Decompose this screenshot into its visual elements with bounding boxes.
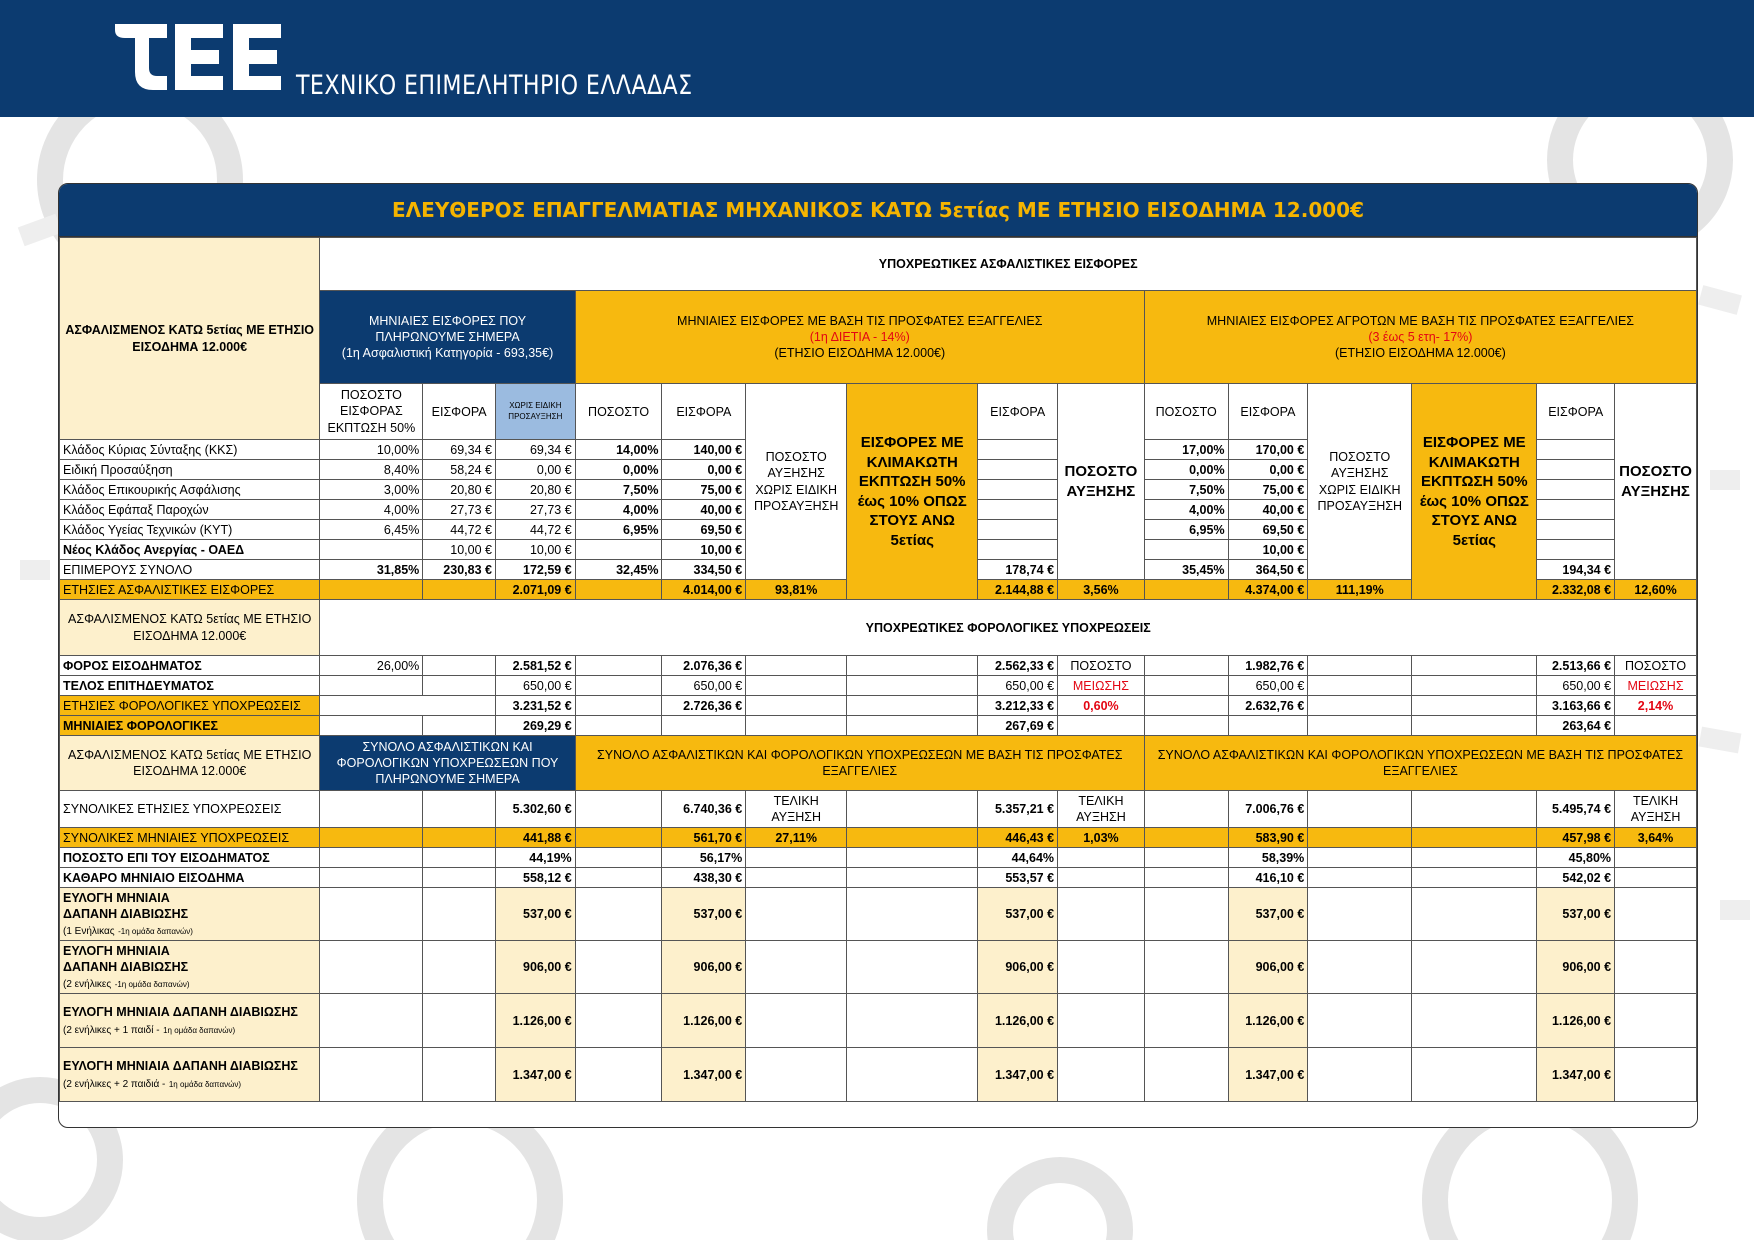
table-row: ΤΕΛΟΣ ΕΠΙΤΗΔΕΥΜΑΤΟΣ 650,00 € 650,00 € 650,00 € ΜΕΙΩΣΗΣ 650,00 € 650,00 € ΜΕΙΩΣΗΣ (60, 676, 1697, 696)
table-row: ΚΑΘΑΡΟ ΜΗΝΙΑΙΟ ΕΙΣΟΔΗΜΑ 558,12 € 438,30 € 553,57 € 416,10 € 542,02 € (60, 868, 1697, 888)
group-announced-rate: (1η ΔΙΕΤΙΑ - 14%) (809, 329, 910, 344)
group-farmers-income: (ΕΤΗΣΙΟ ΕΙΣΟΔΗΜΑ 12.000€) (1334, 346, 1506, 361)
table-row: ΣΥΝΟΛΙΚΕΣ ΜΗΝΙΑΙΕΣ ΥΠΟΧΡΕΩΣΕΙΣ 441,88 € 561,70 € 27,11% 446,43 € 1,03% 583,90 € 457,98 € 3,64% (60, 828, 1697, 848)
table-row-living-cost: ΕΥΛΟΓΗ ΜΗΝΙΑΙΑ ΔΑΠΑΝΗ ΔΙΑΒΙΩΣΗΣ (1 Ενήλικας -1η ομάδα δαπανών) 537,00 € 537,00 € 537,00 € 537,00 € 537,00 € (60, 888, 1697, 941)
insured-label-2: ΑΣΦΑΛΙΣΜΕΝΟΣ ΚΑΤΩ 5ετίας ΜΕ ΕΤΗΣΙΟ ΕΙΣΟΔΗΜΑ 12.000€ (60, 600, 320, 656)
living-label: ΕΥΛΟΓΗ ΜΗΝΙΑΙΑ ΔΑΠΑΝΗ ΔΙΑΒΙΩΣΗΣ (2 ενήλικες + 2 παιδιά - 1η ομάδα δαπανών) (60, 1048, 320, 1102)
table-row: Νέος Κλάδος Ανεργίας - ΟΑΕΔ 10,00 € 10,00 € 10,00 € 10,00 € (60, 540, 1697, 560)
row-label: Νέος Κλάδος Ανεργίας - ΟΑΕΔ (60, 540, 320, 560)
col-scaled-discount-4: ΕΙΣΦΟΡΕΣ ΜΕ ΚΛΙΜΑΚΩΤΗ ΕΚΠΤΩΣΗ 50% έως 10% ΟΠΩΣ ΣΤΟΥΣ ΑΝΩ 5ετίας (1412, 384, 1537, 600)
table-row-annual-insurance: ΕΤΗΣΙΕΣ ΑΣΦΑΛΙΣΤΙΚΕΣ ΕΙΣΦΟΡΕΣ 2.071,09 € 4.014,00 € 93,81% 2.144,88 € 3,56% 4.374,00 € 111,19% 2.332,08 € 12,60% (60, 580, 1697, 600)
row-label: ΕΠΙΜΕΡΟΥΣ ΣΥΝΟΛΟ (60, 560, 320, 580)
group-today-header (320, 291, 575, 384)
table-row: Κλάδος Υγείας Τεχνικών (ΚΥΤ) 6,45% 44,72 € 44,72 € 6,95% 69,50 € 6,95% 69,50 € (60, 520, 1697, 540)
section-tax-title: ΥΠΟΧΡΕΩΤΙΚΕΣ ΦΟΡΟΛΟΓΙΚΕΣ ΥΠΟΧΡΕΩΣΕΙΣ (320, 600, 1697, 656)
group-today-category: (1η Ασφαλιστική Κατηγορία - 693,35€) (341, 346, 554, 361)
tee-logo (115, 24, 283, 90)
table-row-monthly-tax: ΜΗΝΙΑΙΕΣ ΦΟΡΟΛΟΓΙΚΕΣ 269,29 € 267,69 € 263,64 € (60, 716, 1697, 736)
insured-label-1: ΑΣΦΑΛΙΣΜΕΝΟΣ ΚΑΤΩ 5ετίας ΜΕ ΕΤΗΣΙΟ ΕΙΣΟΔΗΜΑ 12.000€ (60, 238, 320, 440)
group-farmers-title: ΜΗΝΙΑΙΕΣ ΕΙΣΦΟΡΕΣ ΑΓΡΟΤΩΝ ΜΕ ΒΑΣΗ ΤΙΣ ΠΡΟΣΦΑΤΕΣ ΕΞΑΓΓΕΛΙΕΣ (1206, 313, 1635, 328)
col-contribution-5: ΕΙΣΦΟΡΑ (1537, 384, 1615, 440)
header-bar (0, 0, 1754, 117)
row-label: Κλάδος Κύριας Σύνταξης (ΚΚΣ) (60, 440, 320, 460)
row-label: Κλάδος Επικουρικής Ασφάλισης (60, 480, 320, 500)
table-row: ΠΟΣΟΣΤΟ ΕΠΙ ΤΟΥ ΕΙΣΟΔΗΜΑΤΟΣ 44,19% 56,17% 44,64% 58,39% 45,80% (60, 848, 1697, 868)
table-row-living-cost: ΕΥΛΟΓΗ ΜΗΝΙΑΙΑ ΔΑΠΑΝΗ ΔΙΑΒΙΩΣΗΣ (2 ενήλικες + 2 παιδιά - 1η ομάδα δαπανών) 1.347,00 € 1.347,00 € 1.347,00 € 1.347,00 € 1.347,00 € (60, 1048, 1697, 1102)
col-increase-5: ΠΟΣΟΣΤΟ ΑΥΞΗΣΗΣ (1615, 384, 1697, 580)
group-announced-title: ΜΗΝΙΑΙΕΣ ΕΙΣΦΟΡΕΣ ΜΕ ΒΑΣΗ ΤΙΣ ΠΡΟΣΦΑΤΕΣ ΕΞΑΓΓΕΛΙΕΣ (677, 313, 1043, 328)
col-contribution-3: ΕΙΣΦΟΡΑ (978, 384, 1058, 440)
col-no-special: ΧΩΡΙΣ ΕΙΔΙΚΗ ΠΡΟΣΑΥΞΗΣΗ (495, 384, 575, 440)
total-today-header: ΣΥΝΟΛΟ ΑΣΦΑΛΙΣΤΙΚΩΝ ΚΑΙ ΦΟΡΟΛΟΓΙΚΩΝ ΥΠΟΧΡΕΩΣΕΩΝ ΠΟΥ ΠΛΗΡΩΝΟΥΜΕ ΣΗΜΕΡΑ (320, 736, 575, 791)
col-contribution: ΕΙΣΦΟΡΑ (423, 384, 496, 440)
col-pct-4: ΠΟΣΟΣΤΟ (1144, 384, 1228, 440)
living-label: ΕΥΛΟΓΗ ΜΗΝΙΑΙΑ ΔΑΠΑΝΗ ΔΙΑΒΙΩΣΗΣ (2 ενήλικες -1η ομάδα δαπανών) (60, 941, 320, 994)
total-announced-header: ΣΥΝΟΛΟ ΑΣΦΑΛΙΣΤΙΚΩΝ ΚΑΙ ΦΟΡΟΛΟΓΙΚΩΝ ΥΠΟΧΡΕΩΣΕΩΝ ΜΕ ΒΑΣΗ ΤΙΣ ΠΡΟΣΦΑΤΕΣ ΕΞΑΓΓΕΛΙΕΣ (575, 736, 1144, 791)
group-announced-income: (ΕΤΗΣΙΟ ΕΙΣΟΔΗΜΑ 12.000€) (774, 346, 946, 361)
col-contribution-4: ΕΙΣΦΟΡΑ (1228, 384, 1308, 440)
comparison-table (59, 237, 1697, 1102)
group-announced-header (575, 291, 1144, 384)
row-label: Κλάδος Υγείας Τεχνικών (ΚΥΤ) (60, 520, 320, 540)
group-farmers-header (1144, 291, 1696, 384)
organization-name: ΤΕΧΝΙΚΟ ΕΠΙΜΕΛΗΤΗΡΙΟ ΕΛΛΑΔΑΣ (296, 70, 693, 101)
col-pct-discount: ΠΟΣΟΣΤΟ ΕΙΣΦΟΡΑΣ ΕΚΠΤΩΣΗ 50% (320, 384, 423, 440)
section-insurance-title: ΥΠΟΧΡΕΩΤΙΚΕΣ ΑΣΦΑΛΙΣΤΙΚΕΣ ΕΙΣΦΟΡΕΣ (320, 238, 1697, 291)
row-label: Ειδική Προσαύξηση (60, 460, 320, 480)
comparison-panel (58, 183, 1698, 1128)
col-increase-nospecial-2: ΠΟΣΟΣΤΟ ΑΥΞΗΣΗΣ ΧΩΡΙΣ ΕΙΔΙΚΗ ΠΡΟΣΑΥΞΗΣΗ (746, 384, 847, 580)
insured-label-3: ΑΣΦΑΛΙΣΜΕΝΟΣ ΚΑΤΩ 5ετίας ΜΕ ΕΤΗΣΙΟ ΕΙΣΟΔΗΜΑ 12.000€ (60, 736, 320, 791)
page-title: ΕΛΕΥΘΕΡΟΣ ΕΠΑΓΓΕΛΜΑΤΙΑΣ ΜΗΧΑΝΙΚΟΣ ΚΑΤΩ 5ετίας ΜΕ ΕΤΗΣΙΟ ΕΙΣΟΔΗΜΑ 12.000€ (59, 184, 1697, 237)
table-row-annual-tax: ΕΤΗΣΙΕΣ ΦΟΡΟΛΟΓΙΚΕΣ ΥΠΟΧΡΕΩΣΕΙΣ 3.231,52 € 2.726,36 € 3.212,33 € 0,60% 2.632,76 € 3.163,66 € 2,14% (60, 696, 1697, 716)
group-farmers-rate: (3 έως 5 ετη- 17%) (1368, 329, 1473, 344)
group-today-title: ΜΗΝΙΑΙΕΣ ΕΙΣΦΟΡΕΣ ΠΟΥ ΠΛΗΡΩΝΟΥΜΕ ΣΗΜΕΡΑ (368, 313, 527, 344)
col-increase-3: ΠΟΣΟΣΤΟ ΑΥΞΗΣΗΣ (1058, 384, 1145, 580)
table-row-living-cost: ΕΥΛΟΓΗ ΜΗΝΙΑΙΑ ΔΑΠΑΝΗ ΔΙΑΒΙΩΣΗΣ (2 ενήλικες + 1 παιδί - 1η ομάδα δαπανών) 1.126,00 € 1.126,00 € 1.126,00 € 1.126,00 € 1.126,00 € (60, 994, 1697, 1048)
table-row: Κλάδος Εφάπαξ Παροχών 4,00% 27,73 € 27,73 € 4,00% 40,00 € 4,00% 40,00 € (60, 500, 1697, 520)
col-contribution-2: ΕΙΣΦΟΡΑ (662, 384, 746, 440)
row-label: ΕΤΗΣΙΕΣ ΑΣΦΑΛΙΣΤΙΚΕΣ ΕΙΣΦΟΡΕΣ (60, 580, 320, 600)
living-label: ΕΥΛΟΓΗ ΜΗΝΙΑΙΑ ΔΑΠΑΝΗ ΔΙΑΒΙΩΣΗΣ (1 Ενήλικας -1η ομάδα δαπανών) (60, 888, 320, 941)
table-row: Ειδική Προσαύξηση 8,40% 58,24 € 0,00 € 0,00% 0,00 € 0,00% 0,00 € (60, 460, 1697, 480)
table-row: Κλάδος Κύριας Σύνταξης (ΚΚΣ) 10,00% 69,34 € 69,34 € 14,00% 140,00 € 17,00% 170,00 € (60, 440, 1697, 460)
total-farmers-header: ΣΥΝΟΛΟ ΑΣΦΑΛΙΣΤΙΚΩΝ ΚΑΙ ΦΟΡΟΛΟΓΙΚΩΝ ΥΠΟΧΡΕΩΣΕΩΝ ΜΕ ΒΑΣΗ ΤΙΣ ΠΡΟΣΦΑΤΕΣ ΕΞΑΓΓΕΛΙΕΣ (1144, 736, 1696, 791)
table-row: ΣΥΝΟΛΙΚΕΣ ΕΤΗΣΙΕΣ ΥΠΟΧΡΕΩΣΕΙΣ 5.302,60 € 6.740,36 € ΤΕΛΙΚΗ ΑΥΞΗΣΗ 5.357,21 € ΤΕΛΙΚΗ ΑΥΞΗΣΗ 7.006,76 € 5.495,74 € ΤΕΛΙΚΗ ΑΥΞΗΣΗ (60, 791, 1697, 828)
row-label: Κλάδος Εφάπαξ Παροχών (60, 500, 320, 520)
table-row: ΕΠΙΜΕΡΟΥΣ ΣΥΝΟΛΟ 31,85% 230,83 € 172,59 € 32,45% 334,50 € 178,74 € 35,45% 364,50 € 194,34 € (60, 560, 1697, 580)
table-row: ΦΟΡΟΣ ΕΙΣΟΔΗΜΑΤΟΣ 26,00% 2.581,52 € 2.076,36 € 2.562,33 € ΠΟΣΟΣΤΟ 1.982,76 € 2.513,66 € ΠΟΣΟΣΤΟ (60, 656, 1697, 676)
col-increase-nospecial-4: ΠΟΣΟΣΤΟ ΑΥΞΗΣΗΣ ΧΩΡΙΣ ΕΙΔΙΚΗ ΠΡΟΣΑΥΞΗΣΗ (1308, 384, 1412, 580)
living-label: ΕΥΛΟΓΗ ΜΗΝΙΑΙΑ ΔΑΠΑΝΗ ΔΙΑΒΙΩΣΗΣ (2 ενήλικες + 1 παιδί - 1η ομάδα δαπανών) (60, 994, 320, 1048)
col-scaled-discount-2: ΕΙΣΦΟΡΕΣ ΜΕ ΚΛΙΜΑΚΩΤΗ ΕΚΠΤΩΣΗ 50% έως 10% ΟΠΩΣ ΣΤΟΥΣ ΑΝΩ 5ετίας (847, 384, 978, 600)
table-row: Κλάδος Επικουρικής Ασφάλισης 3,00% 20,80 € 20,80 € 7,50% 75,00 € 7,50% 75,00 € (60, 480, 1697, 500)
table-row-living-cost: ΕΥΛΟΓΗ ΜΗΝΙΑΙΑ ΔΑΠΑΝΗ ΔΙΑΒΙΩΣΗΣ (2 ενήλικες -1η ομάδα δαπανών) 906,00 € 906,00 € 906,00 € 906,00 € 906,00 € (60, 941, 1697, 994)
col-pct-2: ΠΟΣΟΣΤΟ (575, 384, 662, 440)
